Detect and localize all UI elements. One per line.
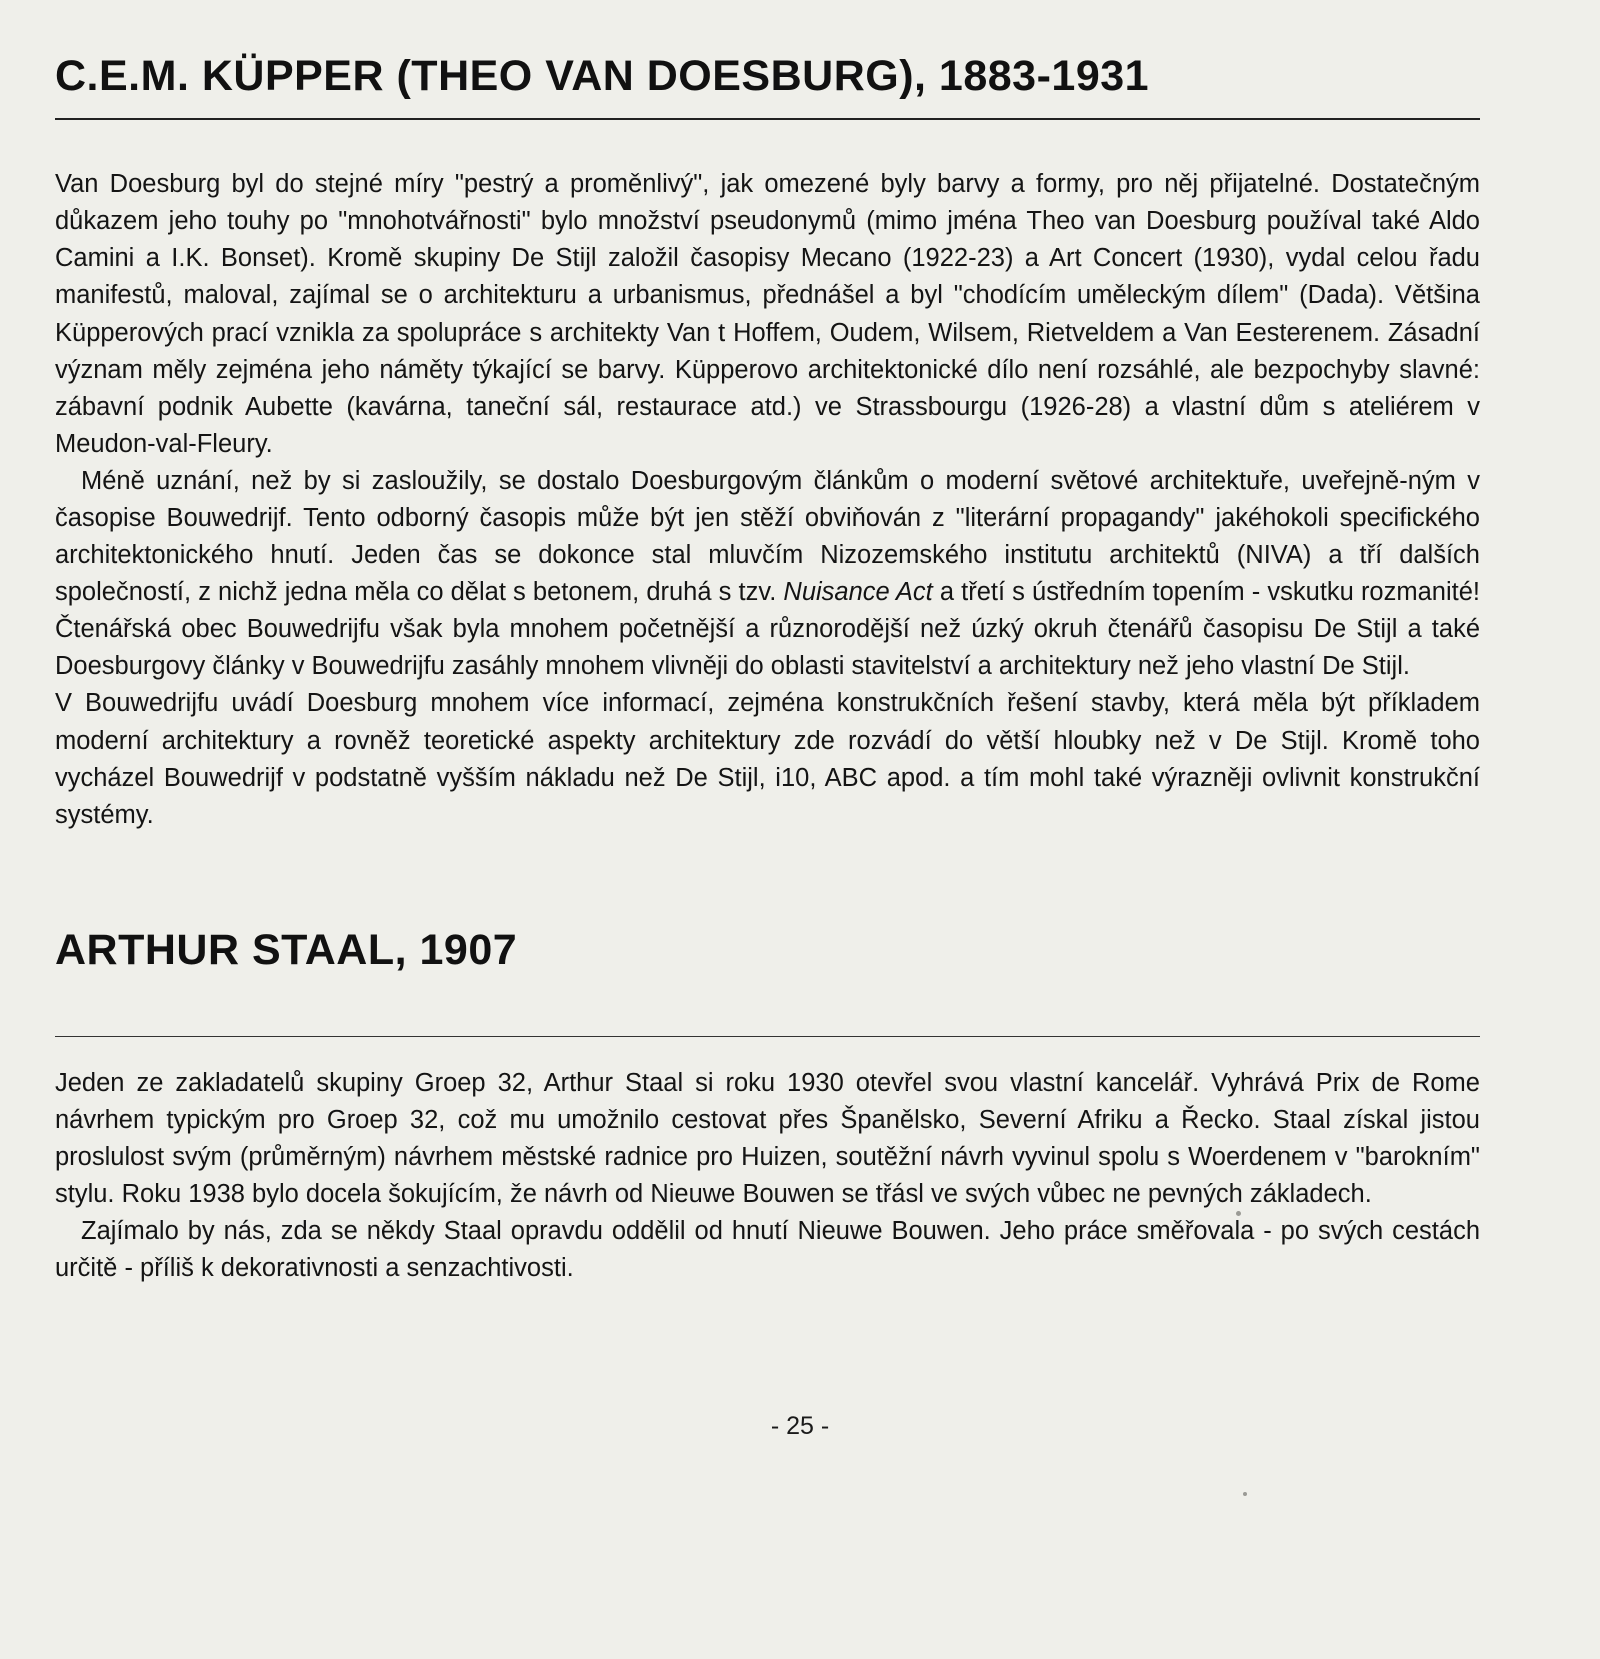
page-number: - 25 -: [770, 1412, 830, 1440]
paragraph-kupper-2-tail: a třetí s ústředním topením - vskutku rozmanité! Čtenářská obec Bouwedrijfu však byla mnohem početnější a různorodější než úzký okruh čtenářů časopisu De Stijl a také Doesburgovy články v Bouwedrijfu zasáhly mnohem vlivněji do oblasti stavitelství a architektury než jeho vlastní De Stijl.: [55, 578, 1480, 681]
spacer-title: [55, 120, 1480, 166]
paragraph-staal-2: Zajímalo by nás, zda se někdy Staal opravdu oddělil od hnutí Nieuwe Bouwen. Jeho práce směřovala - po svých cestách určitě - příliš k dekorativnosti a senzachtivosti.: [55, 1217, 1480, 1283]
spacer-after-section-divider: [55, 1037, 1480, 1065]
paragraph-kupper-3: V Bouwedrijfu uvádí Doesburg mnohem více informací, zejména konstrukčních řešení stavby, která měla být příkladem moderní architektury a rovněž teoretické aspekty architektury zde rozvádí do větší hloubky než v De Stijl. Kromě toho vycházel Bouwedrijf v podstatně vyšším nákladu než De Stijl, i10, ABC apod. a tím mohl také výrazněji ovlivnit konstrukční systémy.: [55, 689, 1480, 829]
paragraph-kupper-2: [55, 463, 1480, 686]
paper-speck: [1236, 1211, 1241, 1216]
section-staal-body: [55, 1065, 1480, 1288]
paragraph-kupper-1: Van Doesburg byl do stejné míry "pestrý a proměnlivý", jak omezené byly barvy a formy, pro něj přijatelné. Dostatečným důkazem jeho touhy po "mnohotvářnosti" bylo množství pseudonymů (mimo jména Theo van Doesburg používal také Aldo Camini a I.K. Bonset). Kromě skupiny De Stijl založil časopisy Mecano (1922-23) a Art Concert (1930), vydal celou řadu manifestů, maloval, zajímal se o architekturu a urbanismus, přednášel a byl "chodícím uměleckým dílem" (Dada). Většina Küpperových prací vznikla za spolupráce s architekty Van t Hoffem, Oudem, Wilsem, Rietveldem a Van Eesterenem. Zásadní význam měly zejména jeho náměty týkající se barvy. Küpperovo architektonické dílo není rozsáhlé, ale bezpochyby slavné: zábavní podnik Aubette (kavárna, taneční sál, restaurace atd.) ve Strassbourgu (1926-28) a vlastní dům s ateliérem v Meudon-val-Fleury.: [55, 170, 1480, 458]
section-title-staal: ARTHUR STAAL, 1907: [55, 925, 518, 974]
italic-term-nuisance-act: Nuisance Act: [783, 578, 933, 607]
spacer-after-section-title: [55, 974, 1480, 1036]
spacer-before-section-staal: [55, 834, 1480, 926]
paragraph-staal-1: Jeden ze zakladatelů skupiny Groep 32, Arthur Staal si roku 1930 otevřel svou vlastní kancelář. Vyhrává Prix de Rome návrhem typickým pro Groep 32, což mu umožnilo cestovat přes Španělsko, Severní Afriku a Řecko. Staal získal jistou proslulost svým (průměrným) návrhem městské radnice pro Huizen, soutěžní návrh vyvinul spolu s Woerdenem v "barokním" stylu. Roku 1938 bylo docela šokujícím, že návrh od Nieuwe Bouwen se třásl ve svých vůbec ne pevných základech.: [55, 1069, 1480, 1209]
paper-speck: [1243, 1492, 1247, 1496]
paragraph-kupper-2-head: Méně uznání, než by si zasloužily, se dostalo Doesburgovým článkům o moderní světové architektuře, uveřejně-ným v časopise Bouwedrijf. Tento odborný časopis může být jen stěží obviňován z "literární propagandy" jakéhokoli specifického architektonického hnutí. Jeden čas se dokonce stal mluvčím Nizozemského institutu architektů (NIVA) a tří dalších společností, z nichž jedna měla co dělat s betonem, druhá s tzv.: [55, 466, 1480, 607]
page-title: C.E.M. KÜPPER (THEO VAN DOESBURG), 1883-1931: [55, 52, 1150, 100]
section-kupper-body: [55, 166, 1480, 834]
